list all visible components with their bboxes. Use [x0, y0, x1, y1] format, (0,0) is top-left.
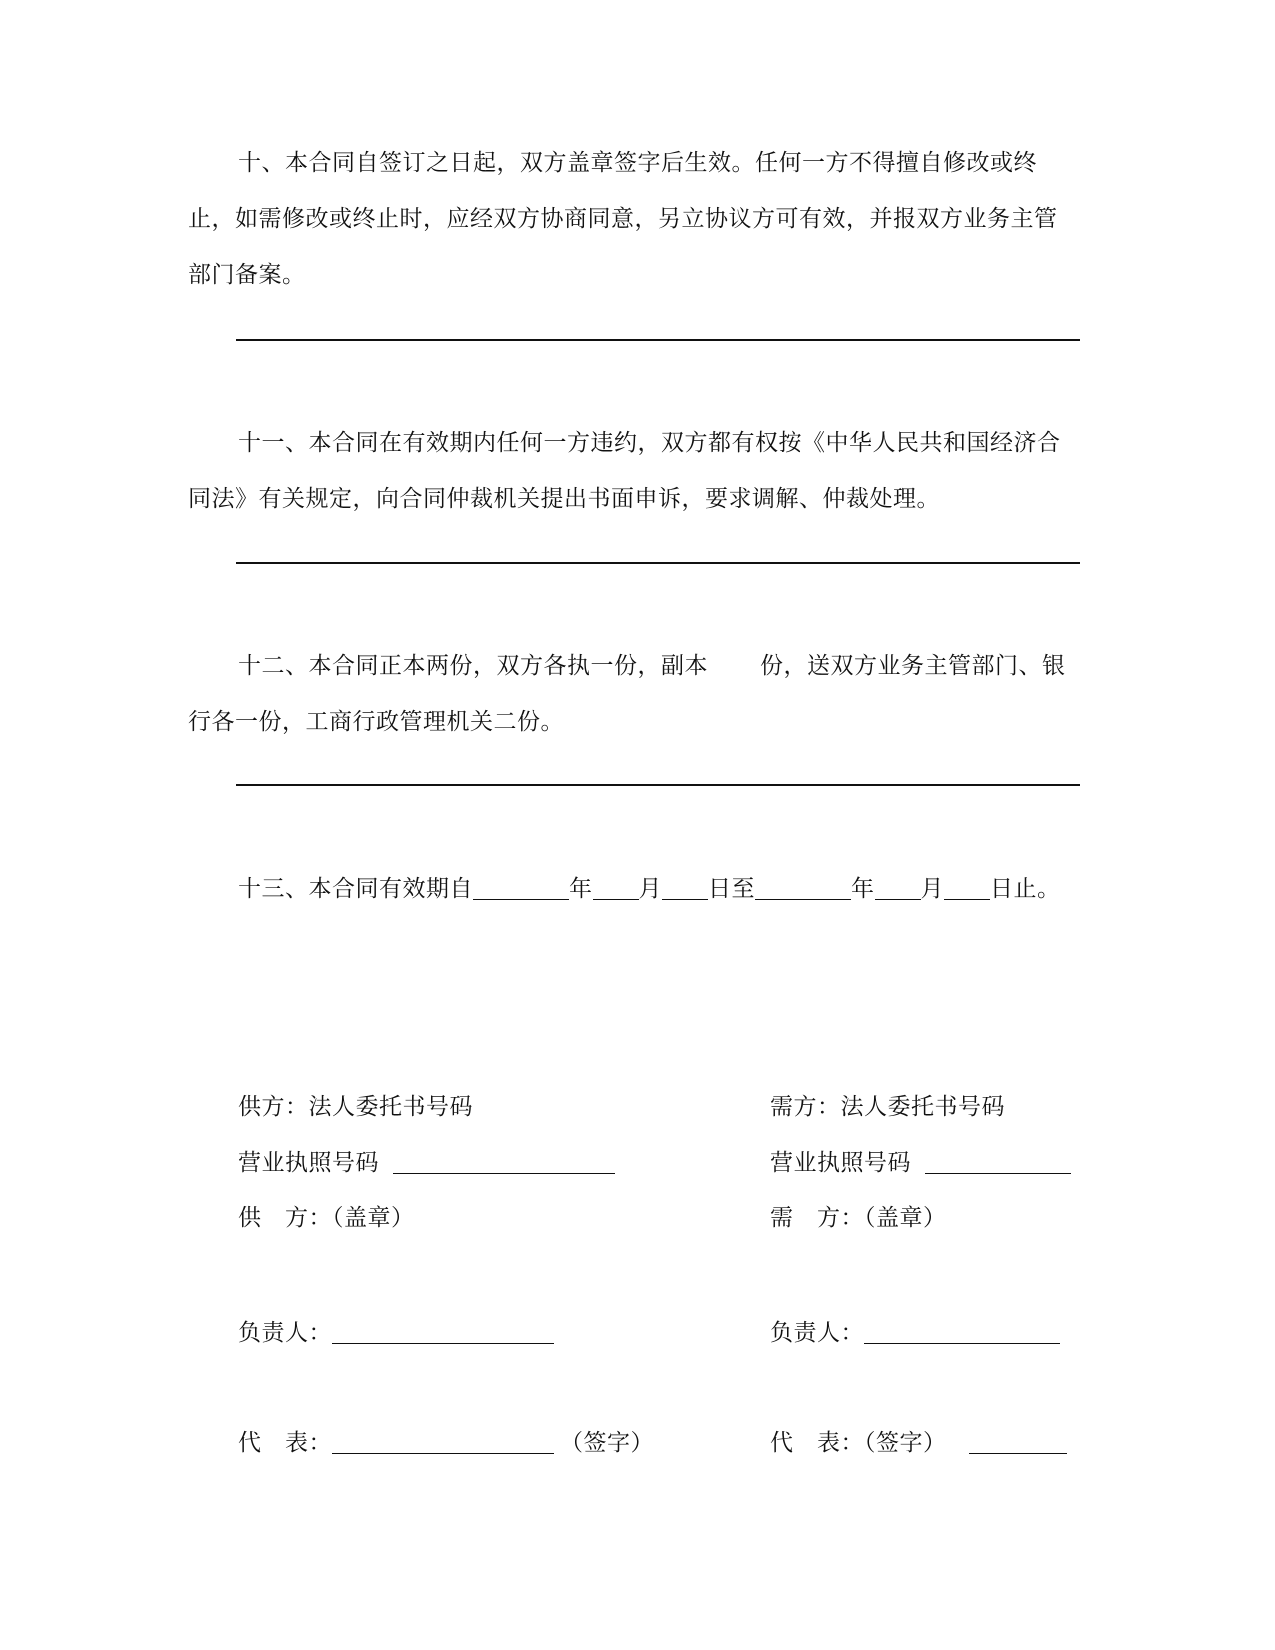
supplier-rep-field[interactable]	[332, 1429, 554, 1454]
start-day-field[interactable]	[662, 875, 708, 900]
clause-11	[188, 415, 1080, 527]
supplier-responsible-label: 负责人：	[238, 1320, 332, 1346]
year-label: 年	[569, 876, 593, 902]
supplier-responsible	[238, 1318, 554, 1348]
buyer-responsible-field[interactable]	[864, 1319, 1060, 1344]
clause-11-underline	[236, 562, 1080, 564]
end-day-field[interactable]	[944, 875, 990, 900]
supplier-proxy-number	[238, 1092, 473, 1122]
buyer-responsible-label: 负责人：	[770, 1320, 864, 1346]
supplier-rep-label: 代 表：	[238, 1430, 332, 1456]
buyer-rep-field[interactable]	[969, 1429, 1067, 1454]
day-end-label: 日止。	[990, 876, 1061, 902]
clause-11-text: 十一、本合同在有效期内任何一方违约，双方都有权按《中华人民共和国经济合同法》有关规定，向合同仲裁机关提出书面申诉，要求调解、仲裁处理。	[188, 430, 1061, 512]
buyer-rep-label: 代 表：（签字）	[770, 1430, 947, 1456]
supplier-license	[238, 1148, 615, 1178]
clause-13	[238, 874, 1061, 904]
clause-10	[188, 135, 1080, 303]
clause-10-text: 十、本合同自签订之日起，双方盖章签字后生效。任何一方不得擅自修改或终止，如需修改或终止时，应经双方协商同意，另立协议方可有效，并报双方业务主管部门备案。	[188, 150, 1058, 288]
buyer-license-label: 营业执照号码	[770, 1150, 911, 1176]
buyer-seal-label: 需 方：（盖章）	[770, 1205, 947, 1231]
supplier-sign-label: （签字）	[560, 1430, 654, 1456]
clause-10-underline	[236, 339, 1080, 341]
day-to-label: 日至	[708, 876, 755, 902]
buyer-proxy-number	[770, 1092, 1005, 1122]
buyer-license	[770, 1148, 1071, 1178]
supplier-license-label: 营业执照号码	[238, 1150, 379, 1176]
supplier-license-field[interactable]	[393, 1149, 615, 1174]
buyer-seal	[770, 1203, 947, 1233]
buyer-proxy-label: 需方：法人委托书号码	[770, 1094, 1005, 1120]
supplier-responsible-field[interactable]	[332, 1319, 554, 1344]
clause-13-prefix: 十三、本合同有效期自	[238, 876, 473, 902]
end-month-field[interactable]	[875, 875, 921, 900]
end-month-label: 月	[920, 876, 944, 902]
supplier-representative	[238, 1428, 654, 1458]
supplier-proxy-label: 供方：法人委托书号码	[238, 1094, 473, 1120]
clause-12-underline	[236, 784, 1080, 786]
clause-12-text-part2: 份，送双方业务主管部门、银行各一份，工商行政管理机关二份。	[188, 653, 1066, 735]
buyer-license-field[interactable]	[925, 1149, 1071, 1174]
end-year-field[interactable]	[755, 875, 851, 900]
clause-12	[188, 638, 1080, 750]
start-month-field[interactable]	[593, 875, 639, 900]
start-year-field[interactable]	[473, 875, 569, 900]
supplier-seal	[238, 1203, 415, 1233]
supplier-seal-label: 供 方：（盖章）	[238, 1205, 415, 1231]
month-label: 月	[638, 876, 662, 902]
buyer-representative	[770, 1428, 1067, 1458]
end-year-label: 年	[851, 876, 875, 902]
clause-12-text-part1: 十二、本合同正本两份，双方各执一份，副本	[238, 653, 708, 679]
buyer-responsible	[770, 1318, 1060, 1348]
